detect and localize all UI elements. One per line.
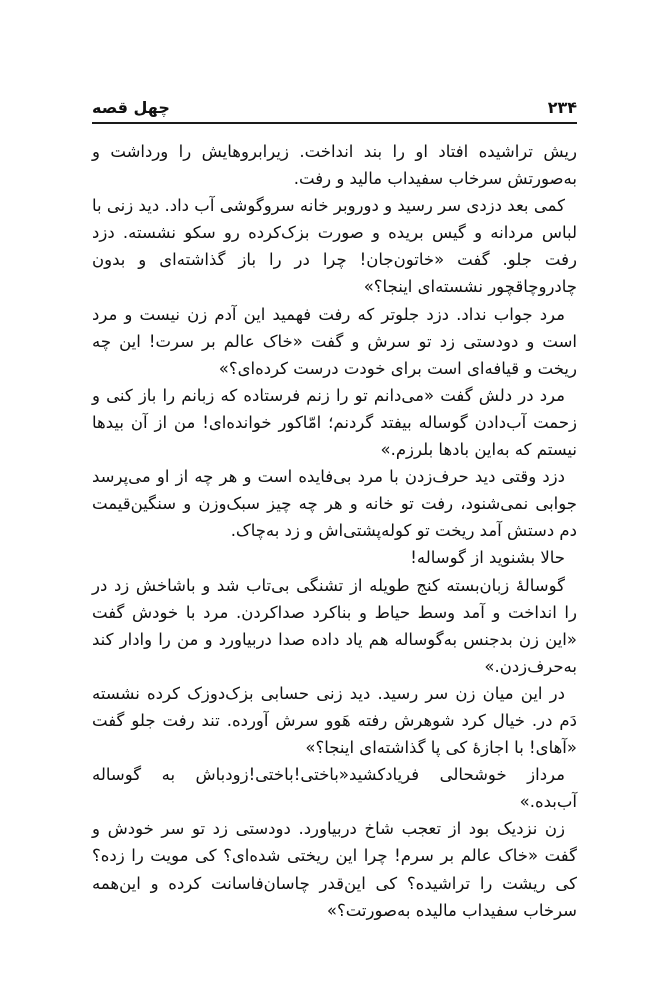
paragraph: در این میان زن سر رسید. دید زنی حسابی بزک‌دوزک کرده نشسته دَم در. خیال کرد شوهرش رفته هَوو سرش آورده. تند رفت جلو گفت «آهای! با اجازهٔ کی پا گذاشته‌ای اینجا؟» [92,683,577,758]
paragraph: مرد جواب نداد. دزد جلوتر که رفت فهمید این آدم زن نیست و مرد است و دودستی زد تو سرش و گفت «خاک عالم بر سرت! این چه ریخت و قیافه‌ای است برای خودت درست کرده‌ای؟» [92,304,577,378]
story-text [92,138,577,924]
running-title: چهل قصه [92,98,170,117]
paragraph: دزد وقتی دید حرف‌زدن با مرد بی‌فایده است و هر چه از او می‌پرسد جوابی نمی‌شنود، رفت تو خانه و هر چه چیز سبک‌وزن و سنگین‌قیمت دم دستش آمد ریخت تو کوله‌پشتی‌اش و زد به‌چاک. [92,467,577,541]
paragraph: کمی بعد دزدی سر رسید و دوروبر خانه سروگوشی آب داد. دید زنی با لباس مردانه و گیس بریده و صورت بزک‌کرده رو سکو نشسته. دزد رفت جلو. گفت «خاتون‌جان! چرا در را باز گذاشته‌ای و بدون چادروچاقچور نشسته‌ای اینجا؟» [92,196,577,297]
paragraph: مرد در دلش گفت «می‌دانم تو را زنم فرستاده که زبانم را باز کنی و زحمت آب‌دادن گوساله بیفتد گردنم؛ امّاکور خوانده‌ای! من از آن بیدها نیستم که به‌این بادها بلرزم.» [92,385,577,460]
paragraph: مرداز خوشحالی فریادکشید«باختی!باختی!زودباش به گوساله آب‌بده.» [92,765,577,812]
paragraph: ریش تراشیده افتاد او را بند انداخت. زیرابروهایش را ورداشت و به‌صورتش سرخاب سفیداب مالید و رفت. [92,142,577,189]
paragraph: زن نزدیک بود از تعجب شاخ دربیاورد. دودستی زد تو سر خودش و گفت «خاک عالم بر سرم! چرا این ریختی شده‌ای؟ کی مویت را زده؟ کی ریشت را تراشیده؟ کی این‌قدر چاسان‌فاسانت کرده و این‌همه سرخاب سفیداب مالیده به‌صورتت؟» [92,819,577,920]
page-number: ۲۳۴ [547,98,577,117]
paragraph: حالا بشنوید از گوساله! [410,548,565,568]
header-rule [92,122,577,124]
paragraph: گوسالهٔ زبان‌بسته کنج طویله از تشنگی بی‌تاب شد و باشاخش زد در را انداخت و آمد وسط حیاط و بناکرد صداکردن. مرد با خودش گفت «این زن بدجنس به‌گوساله هم یاد داده صدا دربیاورد و من را وادار کند به‌حرف‌زدن.» [92,575,577,676]
page-header [92,92,577,118]
